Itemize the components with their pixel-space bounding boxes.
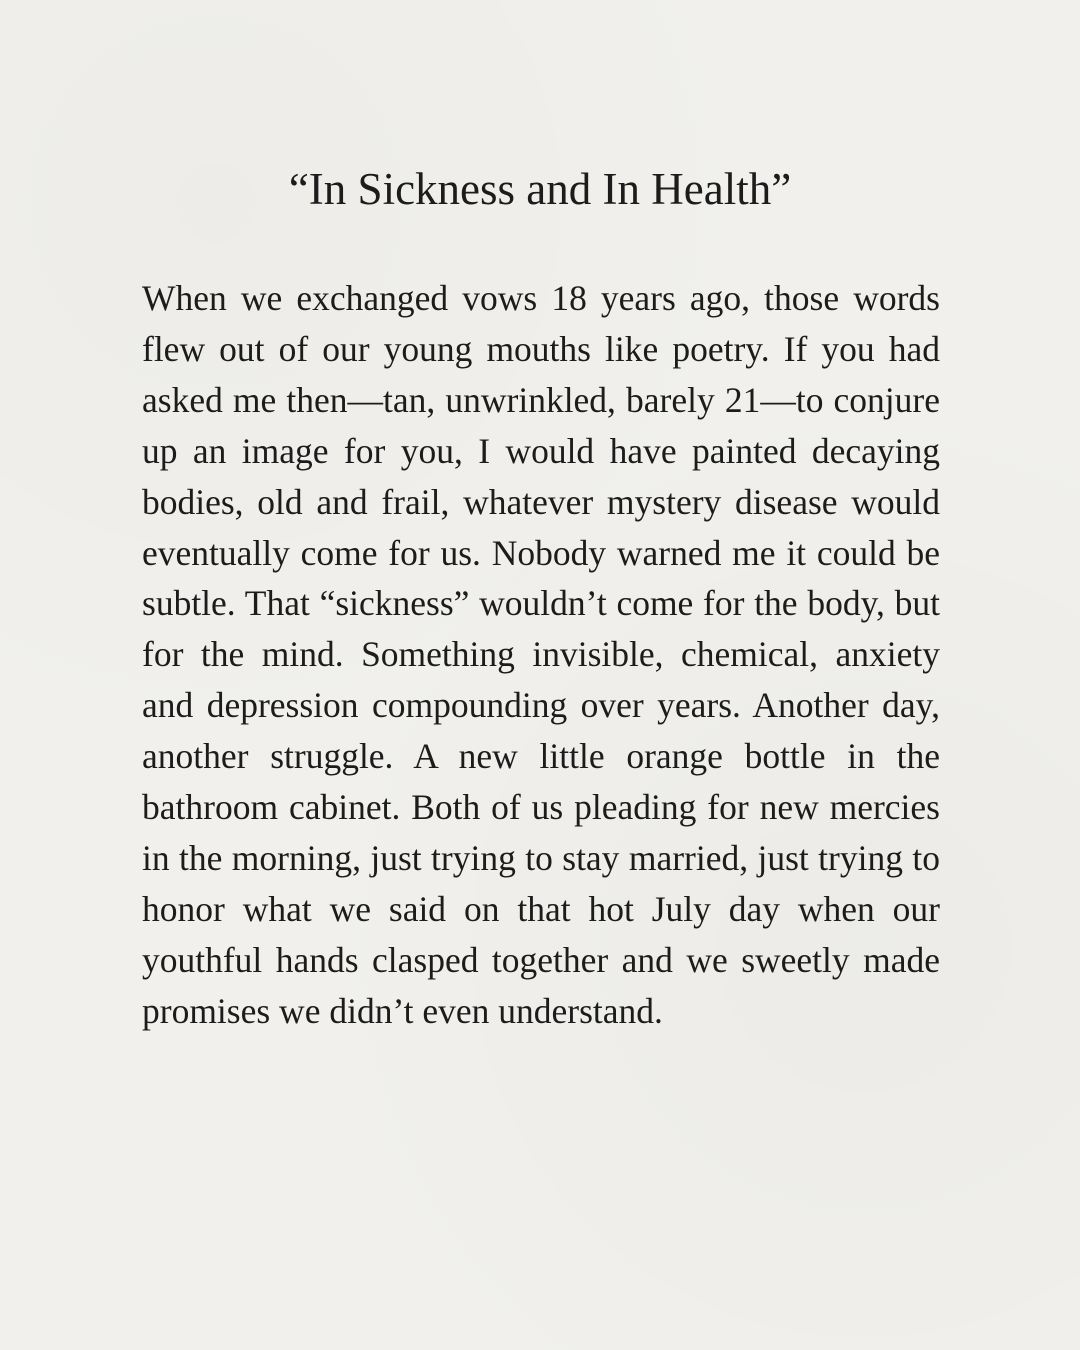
document-title: “In Sickness and In Health” bbox=[288, 164, 792, 214]
document-body: When we exchanged vows 18 years ago, those words flew out of our young mouths like poetry. If you had asked me then—tan, unwrinkled, barely 21—to conjure up an image for you, I would have painted decaying bodies, old and frail, whatever mystery disease would eventually come for us. Nobody warned me it could be subtle. That “sickness” wouldn’t come for the body, but for the mind. Something invisible, chemical, anxiety and depression compounding over years. Another day, another struggle. A new little orange bottle in the bathroom cabinet. Both of us pleading for new mercies in the morning, just trying to stay married, just trying to honor what we said on that hot July day when our youthful hands clasped together and we sweetly made promises we didn’t even understand. bbox=[142, 278, 940, 1031]
